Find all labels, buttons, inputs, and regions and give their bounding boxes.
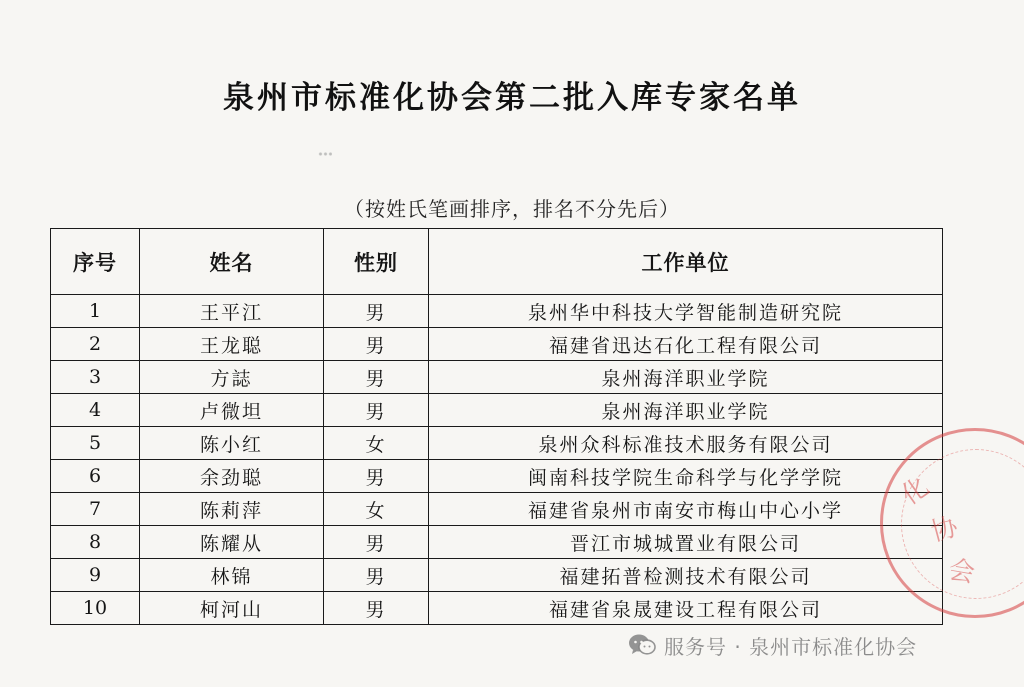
cell-index: 5 [51, 427, 140, 460]
cell-name: 林锦 [140, 559, 324, 592]
cell-name: 陈耀从 [140, 526, 324, 559]
header-organization: 工作单位 [429, 229, 943, 295]
wechat-watermark [628, 628, 917, 662]
cell-gender: 女 [324, 427, 429, 460]
cell-organization: 福建省迅达石化工程有限公司 [429, 328, 943, 361]
table-row [51, 328, 943, 361]
cell-gender: 男 [324, 295, 429, 328]
cell-gender: 男 [324, 394, 429, 427]
cell-index: 8 [51, 526, 140, 559]
header-index: 序号 [51, 229, 140, 295]
scan-speck [318, 152, 332, 156]
wechat-icon [628, 633, 656, 657]
cell-index: 1 [51, 295, 140, 328]
watermark-text: 服务号 · 泉州市标准化协会 [664, 634, 918, 659]
cell-organization: 闽南科技学院生命科学与化学学院 [429, 460, 943, 493]
table-row [51, 460, 943, 493]
cell-gender: 男 [324, 328, 429, 361]
table-row [51, 526, 943, 559]
header-gender: 性别 [324, 229, 429, 295]
cell-organization: 福建省泉州市南安市梅山中心小学 [429, 493, 943, 526]
seal-char: 协 [928, 512, 962, 548]
cell-name: 王平江 [140, 295, 324, 328]
cell-organization: 福建拓普检测技术有限公司 [429, 559, 943, 592]
cell-gender: 男 [324, 460, 429, 493]
cell-index: 9 [51, 559, 140, 592]
cell-organization: 晋江市城城置业有限公司 [429, 526, 943, 559]
cell-name: 方誌 [140, 361, 324, 394]
cell-organization: 泉州海洋职业学院 [429, 394, 943, 427]
cell-index: 10 [51, 592, 140, 625]
table-row [51, 427, 943, 460]
seal-char: 化 [896, 471, 935, 512]
cell-gender: 男 [324, 526, 429, 559]
cell-name: 陈小红 [140, 427, 324, 460]
cell-index: 3 [51, 361, 140, 394]
seal-char: 会 [946, 554, 977, 589]
table-header-row [51, 229, 943, 295]
cell-index: 6 [51, 460, 140, 493]
cell-gender: 男 [324, 559, 429, 592]
table-row [51, 361, 943, 394]
sort-note: （按姓氏笔画排序，排名不分先后） [344, 197, 680, 221]
table-row [51, 493, 943, 526]
expert-table [50, 228, 943, 625]
cell-name: 柯河山 [140, 592, 324, 625]
cell-organization: 泉州华中科技大学智能制造研究院 [429, 295, 943, 328]
header-name: 姓名 [140, 229, 324, 295]
table-row [51, 394, 943, 427]
cell-index: 7 [51, 493, 140, 526]
cell-gender: 女 [324, 493, 429, 526]
cell-organization: 福建省泉晟建设工程有限公司 [429, 592, 943, 625]
cell-name: 卢微坦 [140, 394, 324, 427]
cell-gender: 男 [324, 361, 429, 394]
cell-organization: 泉州海洋职业学院 [429, 361, 943, 394]
table-row [51, 559, 943, 592]
cell-name: 余劲聪 [140, 460, 324, 493]
cell-index: 4 [51, 394, 140, 427]
table-row [51, 295, 943, 328]
cell-organization: 泉州众科标准技术服务有限公司 [429, 427, 943, 460]
cell-name: 王龙聪 [140, 328, 324, 361]
cell-name: 陈莉萍 [140, 493, 324, 526]
document-title: 泉州市标准化协会第二批入库专家名单 [223, 80, 801, 116]
cell-index: 2 [51, 328, 140, 361]
cell-gender: 男 [324, 592, 429, 625]
table-row [51, 592, 943, 625]
